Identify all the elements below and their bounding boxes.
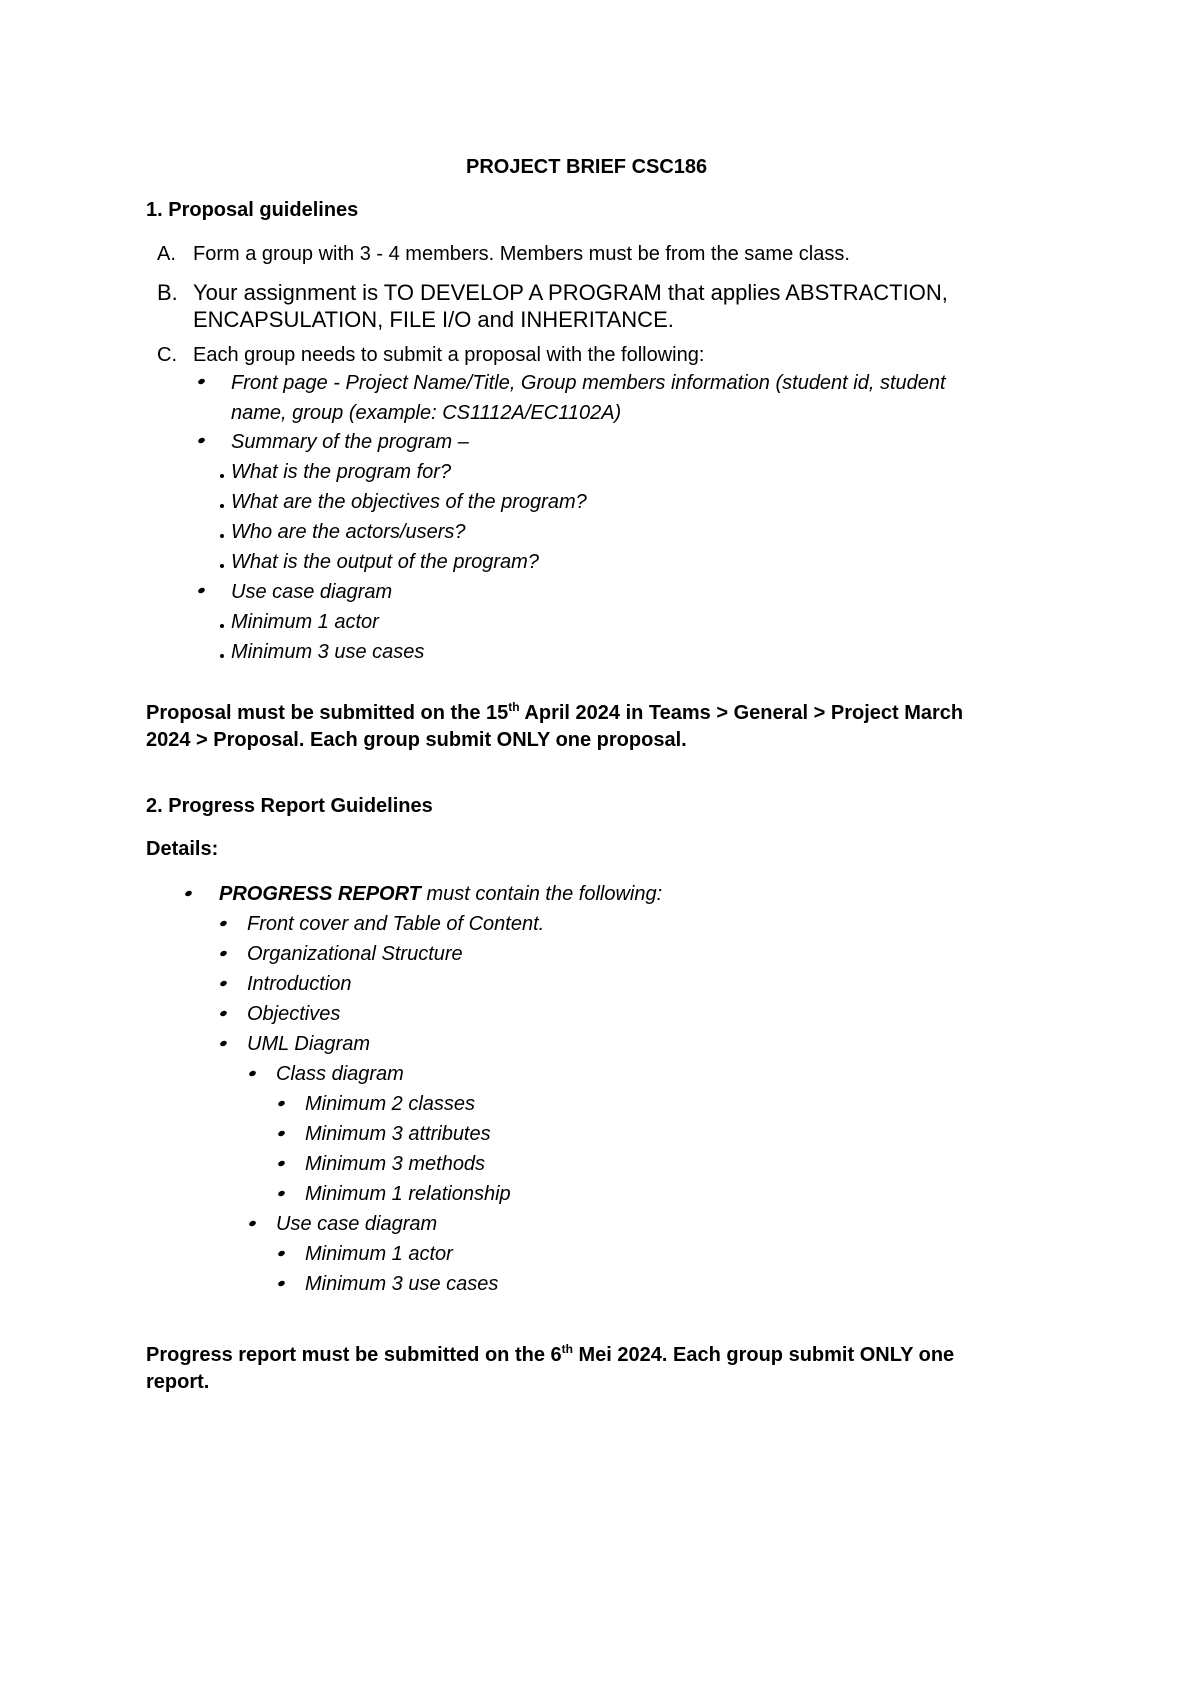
summary-question: Who are the actors/users? [231, 521, 466, 543]
bullet-icon [277, 1190, 285, 1197]
summary-question: What is the program for? [231, 461, 452, 483]
class-diagram-item: Minimum 1 relationship [305, 1183, 511, 1205]
bullet-icon [277, 1160, 285, 1167]
bullet-icon [248, 1220, 256, 1227]
bullet-icon [220, 504, 224, 508]
class-diagram-item: Minimum 2 classes [305, 1093, 476, 1115]
bullet-icon [248, 1070, 256, 1077]
bullet-icon [220, 624, 224, 628]
summary-label: Summary of the program – [231, 431, 469, 453]
bullet-icon [277, 1130, 285, 1137]
progress-item: Front cover and Table of Content. [247, 913, 545, 935]
progress-item: UML Diagram [247, 1033, 370, 1055]
bullet-icon [197, 587, 205, 594]
progress-deadline: Progress report must be submitted on the 6th Mei 2024. Each group submit ONLY one report. [146, 1342, 955, 1393]
progress-item: Organizational Structure [247, 943, 463, 965]
use-case-label: Use case diagram [231, 581, 393, 603]
bullet-icon [219, 980, 227, 987]
progress-item: Objectives [247, 1003, 341, 1025]
bullet-icon [197, 378, 205, 385]
bullet-icon [197, 437, 205, 444]
section2-heading: 2. Progress Report Guidelines [146, 795, 433, 817]
bullet-icon [277, 1100, 285, 1107]
bullet-icon [220, 654, 224, 658]
list-marker-b: B. [157, 280, 178, 305]
summary-question: What is the output of the program? [231, 551, 539, 573]
list-item-b-line1: Your assignment is TO DEVELOP A PROGRAM that applies ABSTRACTION, [193, 280, 948, 305]
use-case-item: Minimum 3 use cases [231, 641, 425, 663]
list-marker-c: C. [157, 344, 177, 366]
list-item-b-line2: ENCAPSULATION, FILE I/O and INHERITANCE. [193, 307, 674, 332]
bullet-icon [220, 474, 224, 478]
proposal-deadline: Proposal must be submitted on the 15th April 2024 in Teams > General > Project March 2024 > Proposal. Each group submit ONLY one proposal. [146, 700, 964, 751]
section1-heading: 1. Proposal guidelines [146, 199, 359, 221]
use-case-label: Use case diagram [276, 1213, 438, 1235]
bullet-icon [220, 534, 224, 538]
bullet-icon [277, 1280, 285, 1287]
use-case-item: Minimum 3 use cases [305, 1273, 499, 1295]
class-diagram-item: Minimum 3 attributes [305, 1123, 491, 1145]
bullet-icon [220, 564, 224, 568]
details-label: Details: [146, 838, 219, 860]
class-diagram-label: Class diagram [276, 1063, 404, 1085]
list-item-c: Each group needs to submit a proposal with the following: [193, 344, 705, 366]
page-title: PROJECT BRIEF CSC186 [466, 156, 708, 178]
progress-report-main: PROGRESS REPORT must contain the following: [219, 883, 663, 905]
front-page-line1: Front page - Project Name/Title, Group members information (student id, student [231, 372, 946, 394]
list-item-a: Form a group with 3 - 4 members. Members must be from the same class. [193, 243, 850, 265]
progress-item: Introduction [247, 973, 352, 995]
bullet-icon [219, 920, 227, 927]
bullet-icon [184, 890, 192, 897]
bullet-icon [277, 1250, 285, 1257]
bullet-icon [219, 1040, 227, 1047]
bullet-icon [219, 1010, 227, 1017]
bullet-icon [219, 950, 227, 957]
class-diagram-item: Minimum 3 methods [305, 1153, 486, 1175]
list-marker-a: A. [157, 243, 176, 265]
summary-question: What are the objectives of the program? [231, 491, 587, 513]
front-page-line2: name, group (example: CS1112A/EC1102A) [231, 402, 622, 424]
use-case-item: Minimum 1 actor [231, 611, 379, 633]
use-case-item: Minimum 1 actor [305, 1243, 453, 1265]
